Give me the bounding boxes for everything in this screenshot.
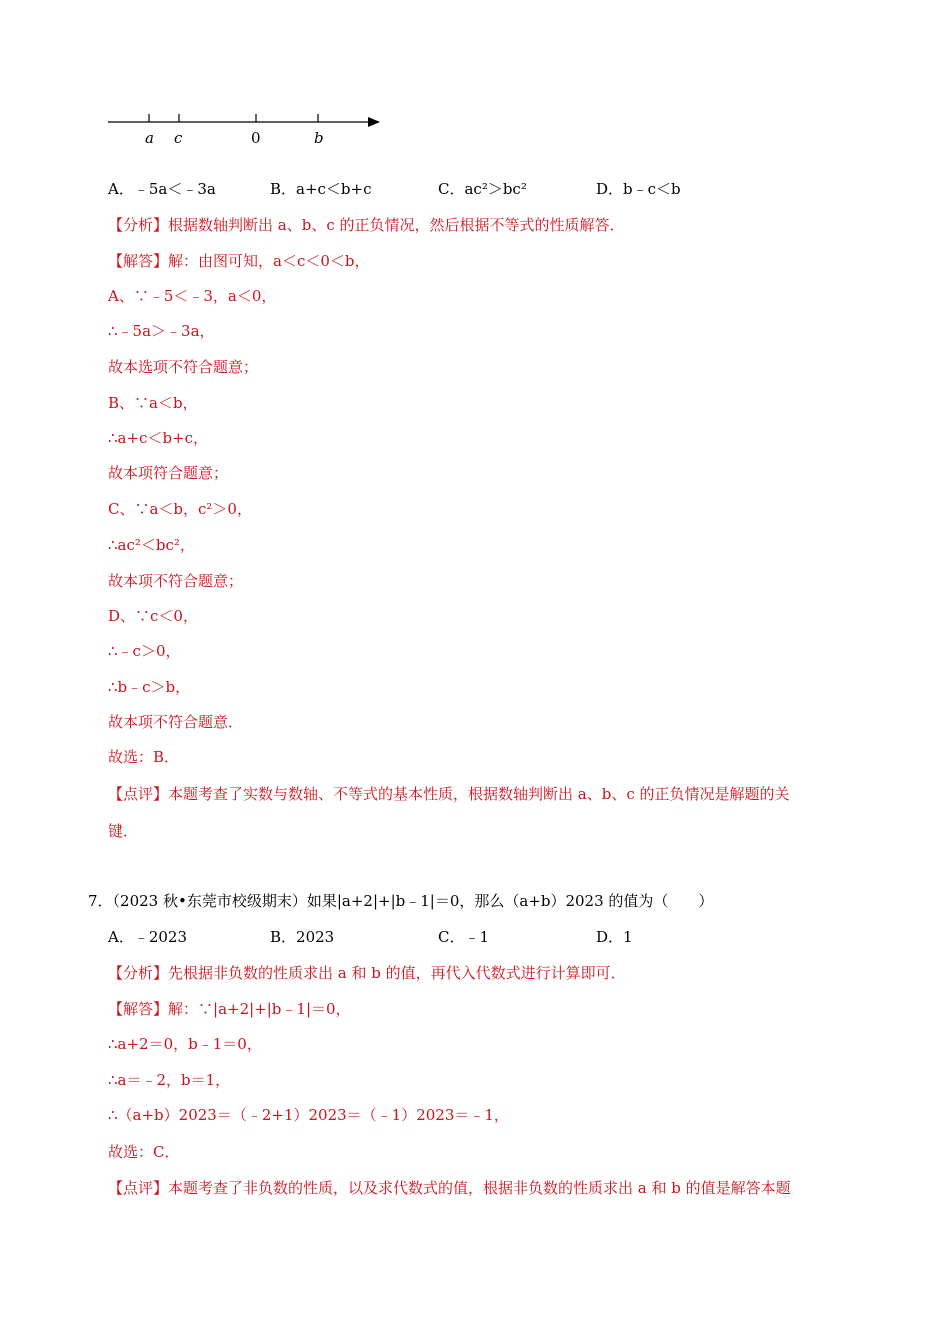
q7-comment [108,1178,791,1198]
q6-line: D、∵c＜0， [108,607,198,625]
q6-analysis [108,215,625,235]
q7-line: ∴a+2＝0，b﹣1＝0， [108,1035,262,1053]
q7-option-d: D．1 [596,928,633,946]
answer-tag: 【解答】 [108,1000,169,1018]
q6-answer-intro [108,251,370,271]
q7-analysis [108,963,626,983]
label-0: 0 [251,129,261,147]
q6-line: 故选：B． [108,748,180,766]
q6-line: C、∵a＜b，c²＞0， [108,500,252,518]
q6-line: 故本项符合题意； [108,464,229,482]
q6-line: 故本项不符合题意； [108,572,244,590]
answer-tag: 【解答】 [108,252,169,270]
comment-tag: 【点评】 [108,1179,169,1197]
label-c: c [174,129,183,147]
comment-tag: 【点评】 [108,785,169,803]
analysis-tag: 【分析】 [108,216,169,234]
q6-line: B、∵a＜b， [108,394,198,412]
number-line-arrow [368,117,380,127]
analysis-text: 先根据非负数的性质求出 a 和 b 的值，再代入代数式进行计算即可． [168,964,626,982]
q7-answer-intro [108,999,351,1019]
comment-text: 本题考查了实数与数轴、不等式的基本性质，根据数轴判断出 a、b、c 的正负情况是解题的关 [168,785,790,803]
q6-line: 故本项不符合题意． [108,713,244,731]
q6-option-d: D．b﹣c＜b [596,180,681,198]
q6-comment-cont: 键． [108,822,139,840]
label-b: b [314,129,324,147]
q7-line: ∴（a+b）2023＝（﹣2+1）2023＝（﹣1）2023＝﹣1， [108,1106,509,1124]
analysis-tag: 【分析】 [108,964,169,982]
q7-option-a: A．﹣2023 [108,928,188,946]
answer-intro-text: 解：由图可知，a＜c＜0＜b， [168,252,370,270]
label-a: a [145,129,154,147]
q6-option-a: A．﹣5a＜﹣3a [108,180,216,198]
q7-stem: 7．（2023 秋•东莞市校级期末）如果|a+2|+|b﹣1|＝0，那么（a+b）2023 的值为（ ） [88,892,714,910]
q7-option-c: C．﹣1 [438,928,490,946]
answer-intro-text: 解：∵|a+2|+|b﹣1|＝0， [168,1000,351,1018]
q6-line: A、∵﹣5＜﹣3，a＜0， [108,287,277,305]
analysis-text: 根据数轴判断出 a、b、c 的正负情况，然后根据不等式的性质解答． [168,216,625,234]
q6-line: ∴a+c＜b+c， [108,429,209,447]
q6-line: ∴﹣c＞0， [108,642,181,660]
q6-line: ∴b﹣c＞b， [108,678,191,696]
q6-line: 故本选项不符合题意； [108,358,259,376]
q6-option-c: C．ac²＞bc² [438,180,527,198]
q6-option-b: B．a+c＜b+c [270,180,372,198]
comment-text: 本题考查了非负数的性质，以及求代数式的值，根据非负数的性质求出 a 和 b 的值是解答本题 [168,1179,791,1197]
number-line-figure [100,104,390,150]
q7-line: 故选：C． [108,1143,180,1161]
q6-comment [108,784,790,804]
q6-line: ∴ac²＜bc²， [108,536,195,554]
q6-line: ∴﹣5a＞﹣3a， [108,322,215,340]
q7-line: ∴a＝﹣2，b＝1， [108,1071,231,1089]
q7-option-b: B．2023 [270,928,335,946]
